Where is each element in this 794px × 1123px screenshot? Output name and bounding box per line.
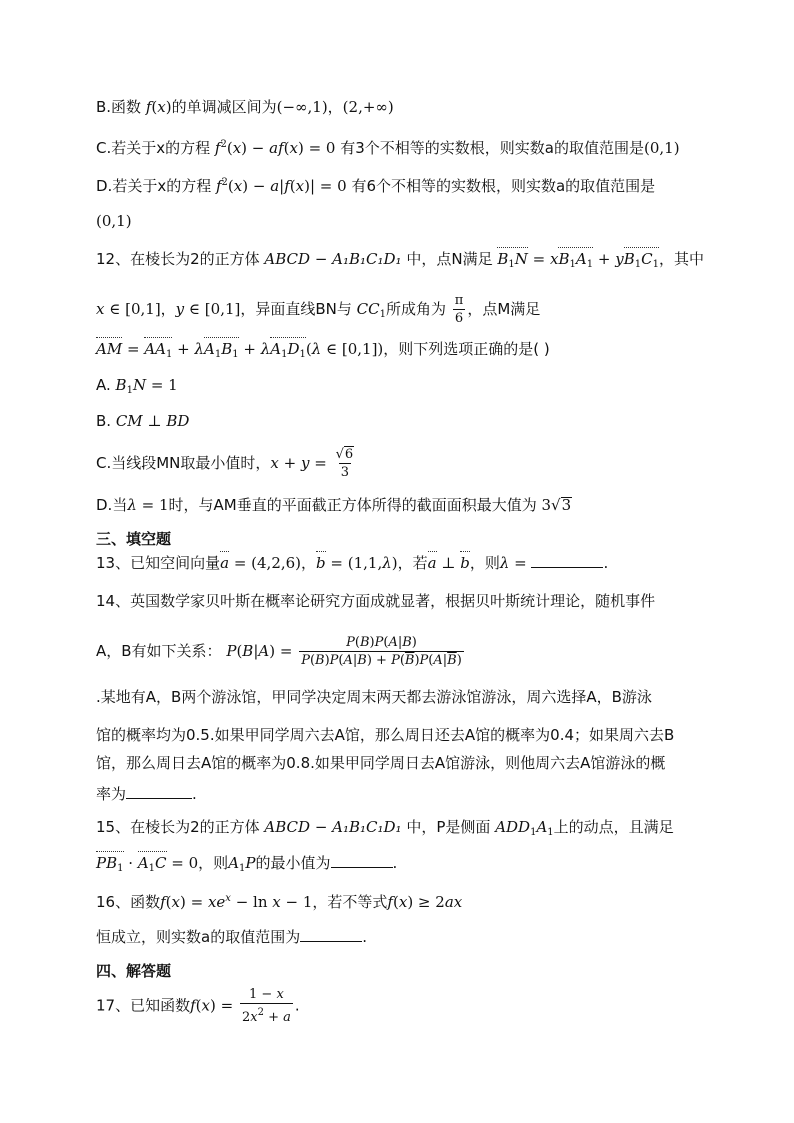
question-15-line2: $PB_1 \cdot A_1C = 0$，则$A_1P$的最小值为 . [96,852,397,880]
option-d-line: D.若关于x的方程 $f^2(x) - a|f(x)| = 0$ 有6个不相等的实数根，则实数a的取值范围是 [96,177,656,195]
option-b-line: B.函数 f(x)的单调减区间为(−∞,1)，(2,+∞) [96,98,394,116]
answer-blank-13 [531,553,603,568]
answer-blank-16 [300,927,362,942]
question-14-line5: 馆，那么周日去A馆的概率为0.8.如果甲同学周日去A馆游泳，则他周六去A馆游泳的概 [96,754,666,772]
option-b-label: B.函数 [96,98,142,116]
section-4-heading: 四、解答题 [96,962,172,980]
option-c-line: C.若关于x的方程 $f^2(x) - af(x) = 0$ 有3个不相等的实数根，则实数a的取值范围是(0,1) [96,139,680,157]
question-17-line: 17、已知函数f(x) = $\frac{1 - x}{2x^2 + a}$ . [96,987,300,1025]
section-3-heading: 三、填空题 [96,530,172,548]
question-12-line3: AM = $AA_1 + \lambda A_1B_1 + \lambda A_1D_1(\lambda$ ∈ [0,1])，则下列选项正确的是( ) [96,338,550,366]
question-12-line2: x ∈ [0,1]，y ∈ [0,1]，异面直线BN与 $CC_1$所成角为 $\frac{\pi}{6}$ ，点M满足 [96,293,541,326]
question-14-line3: .某地有A，B两个游泳馆，甲同学决定周末两天都去游泳馆游泳，周六选择A，B游泳 [96,688,652,706]
question-14-line4: 馆的概率均为0.5.如果甲同学周六去A馆，那么周日还去A馆的概率为0.4；如果周六去B [96,726,675,744]
question-13-line: 13、已知空间向量a = (4,2,6)，b = (1,1,λ)，若a ⊥ b，则λ = . [96,554,609,572]
question-12-option-a: A. $B_1N = 1$ [96,376,178,396]
question-12-option-d: D.当λ = 1时，与AM垂直的平面截正方体所得的截面面积最大值为 3√3 [96,496,572,514]
question-14-line1: 14、英国数学家贝叶斯在概率论研究方面成就显著，根据贝叶斯统计理论，随机事件 [96,592,656,610]
answer-blank-14 [126,784,192,799]
question-12-line1: 12、在棱长为2的正方体 ABCD − A₁B₁C₁D₁ 中，点N满足 $B_1N = xB_1A_1 + yB_1C_1$，其中 [96,248,704,276]
bayes-fraction: $\frac{P(B)P(A|B)}{P(B)P(A|B) + P(\overline{B})P(A|\overline{B})}$ [301,635,462,668]
answer-blank-15 [331,853,393,868]
question-14-formula-line: A，B有如下关系： P(B|A) = $\frac{P(B)P(A|B)}{P(B)P(A|B) + P(\overline{B})P(A|\overline{B})}$ [96,635,462,668]
question-16-line2: 恒成立，则实数a的取值范围为 . [96,928,367,946]
question-12-option-b: B. CM ⊥ BD [96,412,190,430]
question-14-line6: 率为 . [96,785,197,803]
option-d-range: (0,1) [96,212,132,230]
question-12-option-c: C.当线段MN取最小值时，x + y = $\frac{√6}{3}$ [96,447,354,480]
question-16-line1: 16、函数$f(x) = xe^x - \ln x - 1$，若不等式f(x) ≥ 2ax [96,893,463,911]
question-15-line1: 15、在棱长为2的正方体 ABCD − A₁B₁C₁D₁ 中，P是侧面 $ADD_1A_1$上的动点，且满足 [96,818,674,838]
